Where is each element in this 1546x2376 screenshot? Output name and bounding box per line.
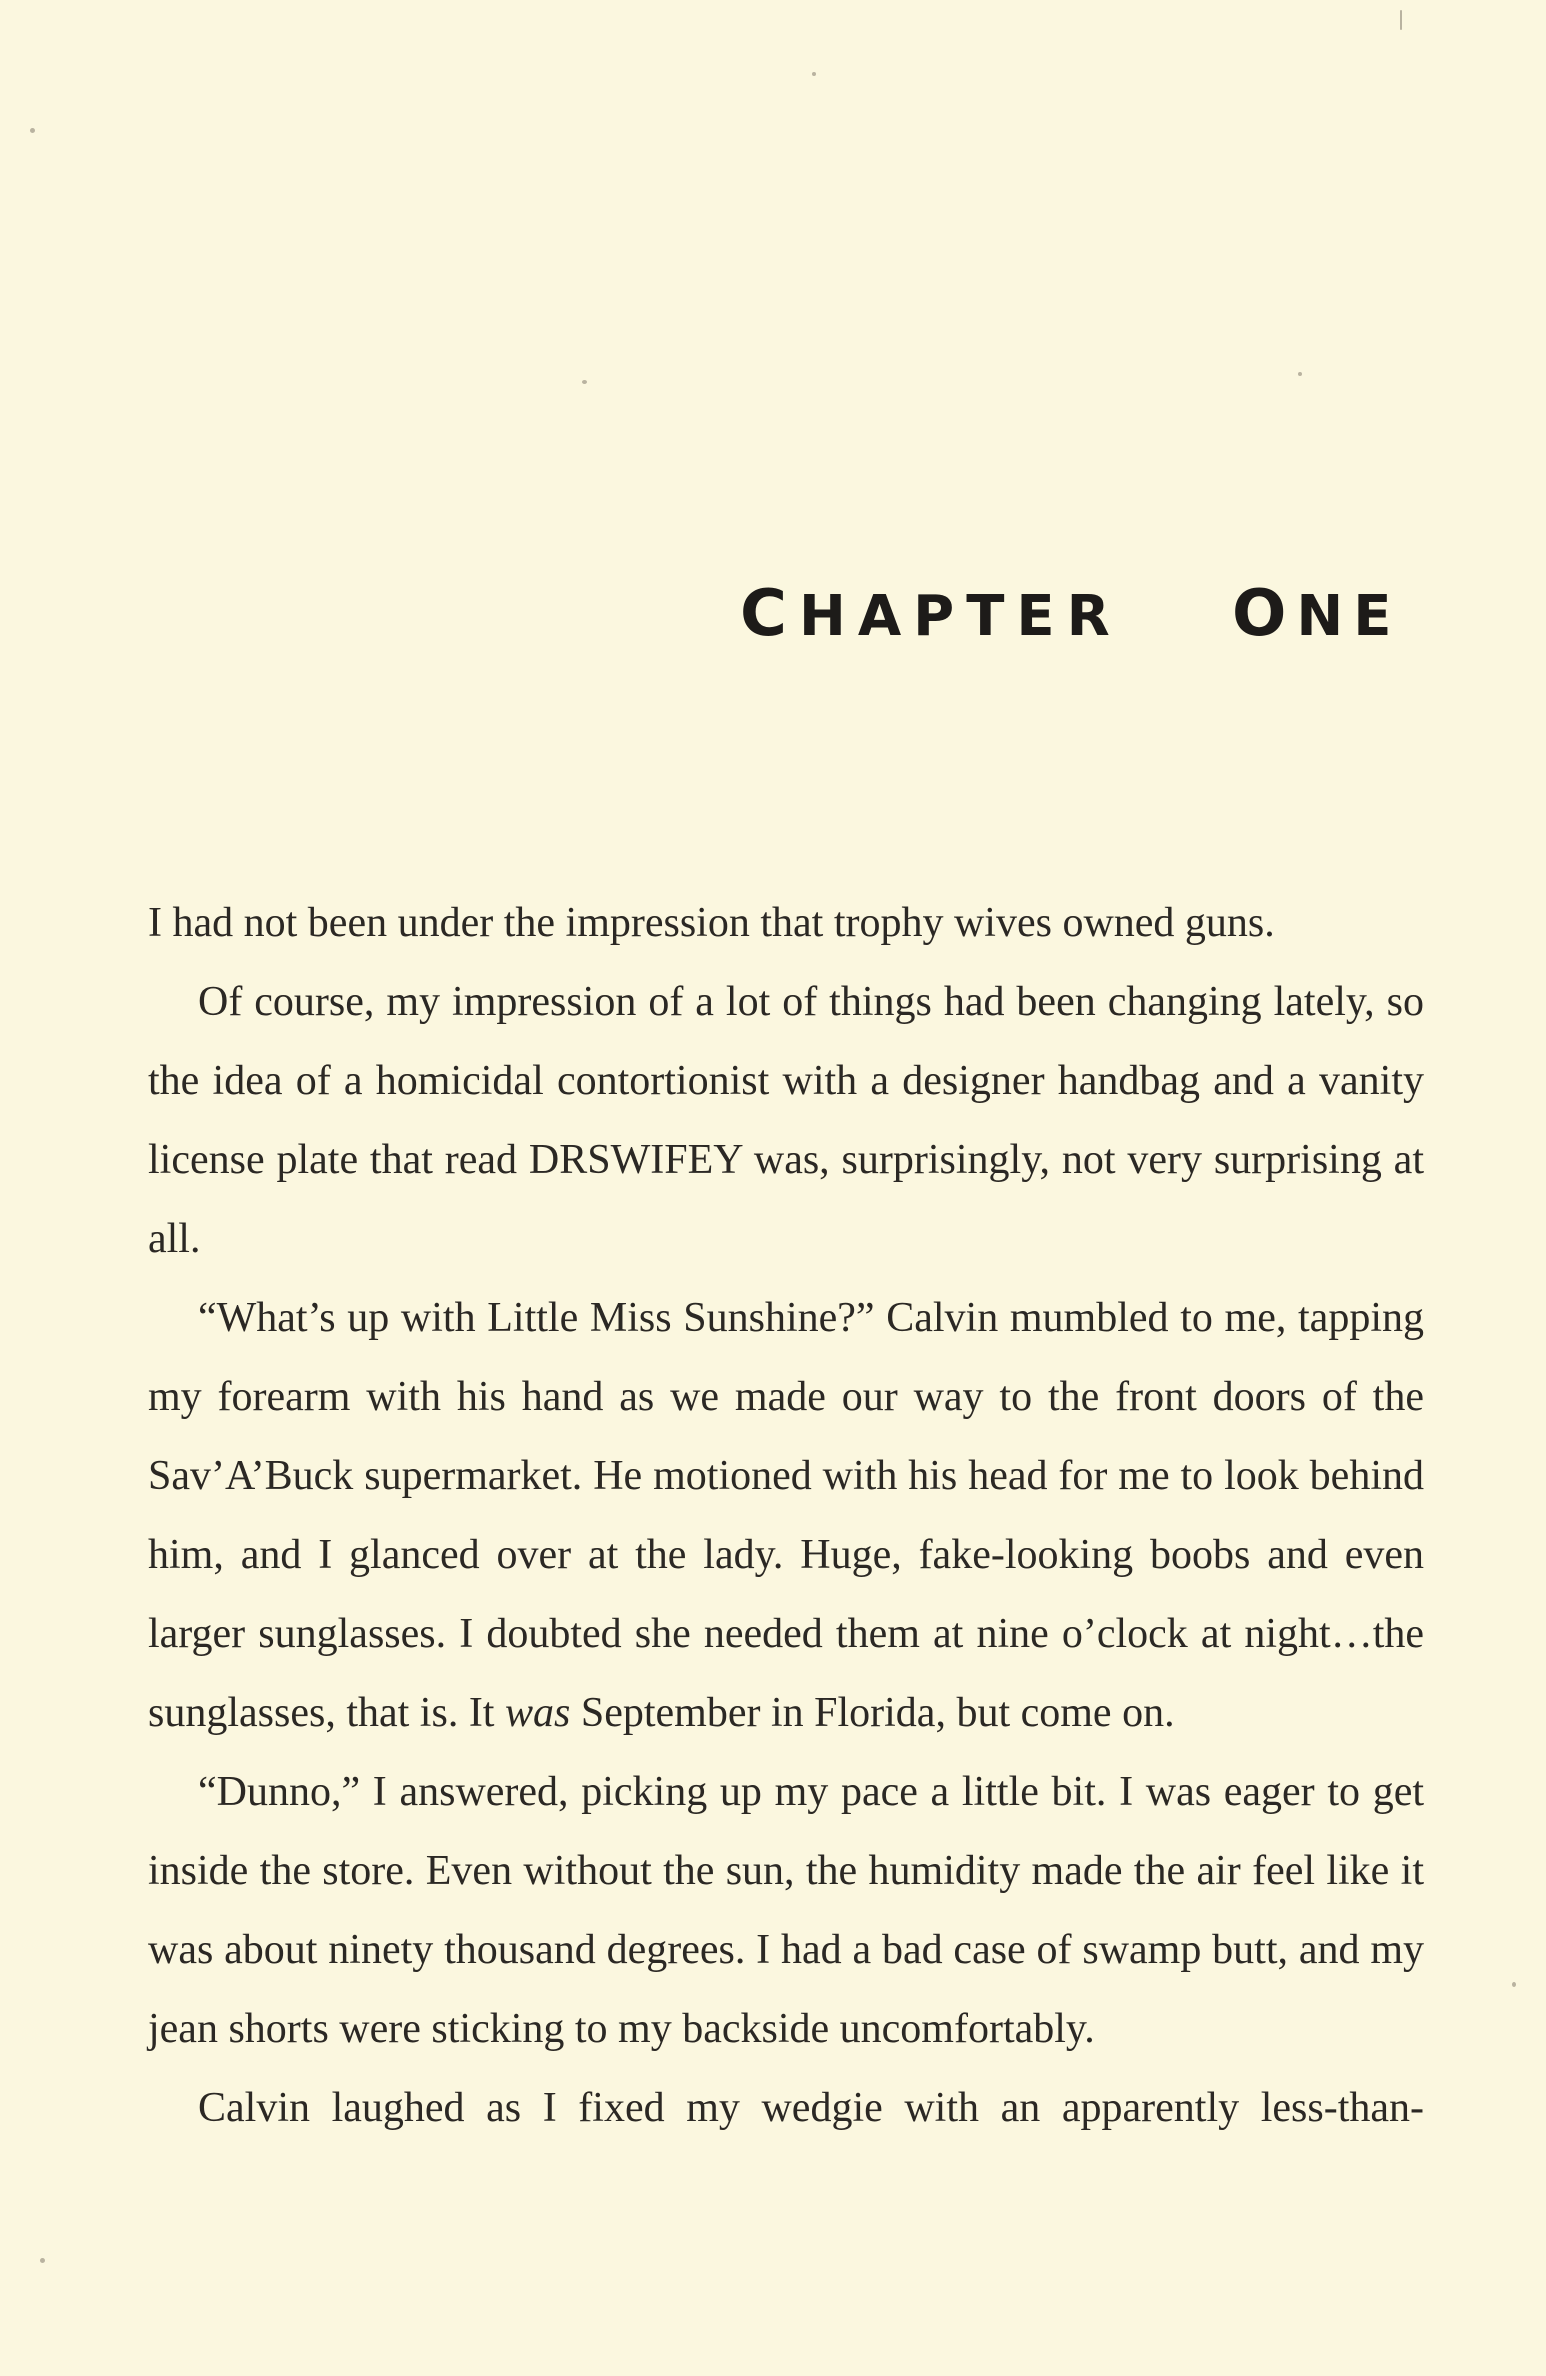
paragraph-text-continued: September in Florida, but come on. — [570, 1690, 1175, 1736]
paragraph: Of course, my impression of a lot of things had been changing lately, so the idea of a homicidal contortionist with a designer handbag and a vanity license plate that read DRSWIFEY was, surprisingly, not very surprising at all. — [148, 979, 1424, 1262]
scan-speck — [1298, 372, 1302, 376]
chapter-heading-rest-1: HAPTER — [798, 584, 1122, 649]
paragraph: Calvin laughed as I fixed my wedgie with an apparently less-than- — [198, 2085, 1424, 2131]
scan-speck — [582, 380, 587, 384]
scan-speck — [1512, 1982, 1516, 1987]
paragraph-text: “What’s up with Little Miss Sunshine?” Calvin mumbled to me, tapping my forearm with his hand as we made our way to the front doors of the Sav’A’Buck supermarket. He motioned with his head for me to look behind him, and I glanced over at the lady. Huge, fake-looking boobs and even larger sunglasses. I doubted she needed them at nine o’clock at night…the sunglasses, that is. It — [148, 1295, 1424, 1736]
paragraph: “Dunno,” I answered, picking up my pace a little bit. I was eager to get inside the store. Even without the sun, the humidity made the air feel like it was about ninety thousand degrees. I had a bad case of swamp butt, and my jean shorts were sticking to my backside uncomfortably. — [148, 1769, 1424, 2052]
chapter-heading — [740, 577, 1420, 651]
scan-speck — [30, 128, 35, 133]
chapter-heading-word-1 — [740, 577, 1122, 651]
paragraph — [148, 1279, 1424, 1753]
scan-speck — [812, 72, 816, 76]
chapter-heading-initial-o: O — [1232, 577, 1297, 651]
scan-speck — [40, 2258, 45, 2263]
emphasized-word: was — [504, 1690, 571, 1736]
scan-speck — [1400, 10, 1402, 30]
chapter-body — [148, 884, 1424, 2148]
chapter-heading-rest-2: NE — [1296, 584, 1402, 649]
chapter-heading-word-2 — [1232, 577, 1402, 651]
paragraph: I had not been under the impression that trophy wives owned guns. — [148, 900, 1275, 946]
chapter-heading-initial-c: C — [740, 577, 799, 651]
